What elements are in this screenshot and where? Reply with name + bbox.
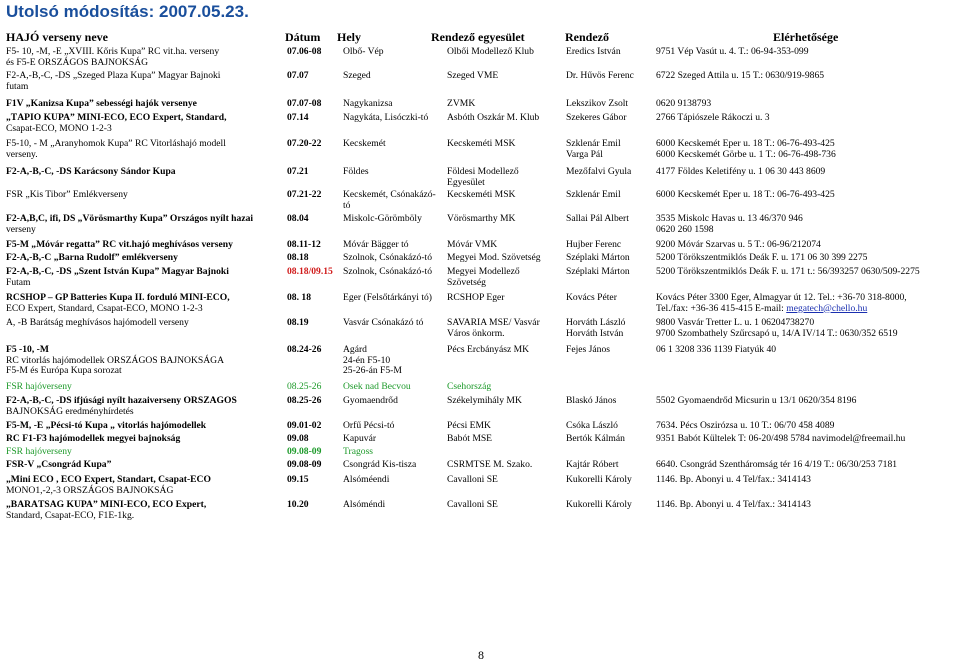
cell-line: Dr. Hűvös Ferenc (566, 71, 634, 81)
cell-club (447, 167, 547, 188)
cell-line: 06 1 3208 336 1139 Fiatyúk 40 (656, 345, 777, 355)
cell-line: Ölbői Modellező Klub (447, 47, 534, 57)
cell-line: Tel./fax: +36-36 415-415 E-mail: megatech@chello.hu (656, 302, 868, 314)
cell-line: Horváth István (566, 327, 624, 339)
cell-line: Pécs Ércbányász MK (447, 345, 530, 355)
cell-line: 9700 Szombathely Szűrcsapó u, 14/A IV/14 T.: 0630/352 6519 (656, 327, 898, 339)
cell-venue (343, 240, 448, 251)
cell-club (447, 421, 547, 432)
cell-club (447, 139, 547, 150)
cell-line: Lekszikov Zsolt (566, 99, 629, 109)
cell-line: Cavalloni SE (447, 500, 498, 510)
cell-line: BAJNOKSÁG eredményhírdetés (6, 405, 134, 417)
cell-line: Mezőfalvi Gyula (566, 167, 632, 177)
cell-event (6, 240, 282, 251)
cell-line: Kajtár Róbert (566, 460, 619, 470)
cell-line: 10.20 (287, 500, 309, 510)
cell-venue (343, 267, 448, 278)
cell-line: 6000 Kecskemét Eper u. 18 T.: 06-76-493-425 (656, 190, 835, 200)
cell-date (287, 382, 340, 393)
cell-club (447, 500, 547, 511)
cell-line: 08.18 (287, 253, 309, 263)
cell-line: Alsóméndi (343, 500, 386, 510)
cell-line: 09.08 (287, 434, 309, 444)
cell-club (447, 71, 547, 82)
cell-line: Szekeres Gábor (566, 113, 627, 123)
cell-line: F2-A,-B,-C „Barna Rudolf” emlékverseny (6, 253, 178, 263)
cell-line: Futam (6, 276, 31, 288)
page-title: Utolsó módosítás: 2007.05.23. (6, 2, 249, 21)
cell-event (6, 71, 282, 92)
cell-venue (343, 382, 448, 393)
cell-event (6, 345, 282, 377)
cell-line: 6000 Kecskemét Eper u. 18 T.: 06-76-493-425 (656, 139, 835, 149)
cell-organizer (566, 318, 661, 339)
cell-line: ZVMK (447, 99, 476, 109)
cell-line: Vasvár Csónakázó tó (343, 318, 424, 328)
cell-date (287, 139, 340, 150)
cell-line: 25-26-án F5-M (343, 365, 402, 377)
cell-contact (656, 421, 959, 432)
cell-date (287, 293, 340, 304)
cell-line: Kovács Péter 3300 Eger, Almagyar út 12. Tel.: +36-70 318-8000, (656, 293, 907, 303)
cell-line: Orfű Pécsi-tó (343, 421, 395, 431)
cell-line: 07.07 (287, 71, 309, 81)
cell-date (287, 345, 340, 356)
cell-venue (343, 293, 448, 304)
cell-organizer (566, 434, 661, 445)
cell-line: verseny (6, 223, 36, 235)
cell-venue (343, 47, 448, 58)
cell-line: 0620 9138793 (656, 99, 712, 109)
cell-line: Ölbő- Vép (343, 47, 384, 57)
cell-contact (656, 240, 959, 251)
cell-organizer (566, 267, 661, 278)
cell-line: 07.21-22 (287, 190, 322, 200)
cell-line: Szeged (343, 71, 371, 81)
cell-line: F5-M, -E „Pécsi-tó Kupa „ vitorlás hajómodellek (6, 421, 207, 431)
cell-line: verseny. (6, 148, 38, 160)
cell-line: 07.06-08 (287, 47, 322, 57)
cell-organizer (566, 396, 661, 407)
cell-line: 4177 Földes Keletifény u. 1 06 30 443 8609 (656, 167, 826, 177)
cell-club (447, 253, 547, 264)
cell-line: 6722 Szeged Attila u. 15 T.: 0630/919-9865 (656, 71, 825, 81)
cell-line: Csapat-ECO, MONO 1-2-3 (6, 122, 112, 134)
cell-club (447, 240, 547, 251)
header-venue: Hely (337, 30, 361, 44)
cell-contact (656, 167, 959, 178)
cell-venue (343, 253, 448, 264)
cell-line: Földes (343, 167, 369, 177)
cell-line: FSR „Kis Tibor” Emlékverseny (6, 190, 128, 200)
cell-club (447, 460, 547, 471)
cell-line: Csehország (447, 382, 492, 392)
cell-line: Székelymihály MK (447, 396, 522, 406)
cell-line: 08.11-12 (287, 240, 321, 250)
cell-contact (656, 500, 959, 511)
cell-line: 07.21 (287, 167, 309, 177)
cell-organizer (566, 240, 661, 251)
cell-line: 08.18/09.15 (287, 267, 333, 277)
cell-line: 07.07-08 (287, 99, 322, 109)
cell-club (447, 382, 547, 393)
header-contact: Elérhetősége (773, 30, 839, 44)
cell-event (6, 267, 282, 288)
cell-line: F5-M és Európa Kupa sorozat (6, 365, 122, 377)
cell-contact (656, 113, 959, 124)
cell-club (447, 99, 547, 110)
cell-organizer (566, 47, 661, 58)
cell-line: Standard, Csapat-ECO, F1E-1kg. (6, 509, 135, 521)
cell-line: F2-A,B,C, ifi, DS „Vörösmarthy Kupa” Országos nyílt hazai (6, 214, 254, 224)
cell-event (6, 190, 282, 201)
cell-line: Pécsi ÉMK (447, 421, 491, 431)
cell-line: Szklenár Emil (566, 190, 621, 200)
cell-line: Csóka László (566, 421, 618, 431)
cell-venue (343, 113, 448, 124)
cell-contact (656, 460, 959, 471)
cell-organizer (566, 293, 661, 304)
cell-club (447, 345, 547, 356)
cell-line: Sallai Pál Albert (566, 214, 629, 224)
cell-date (287, 253, 340, 264)
cell-line: 1146. Bp. Abonyi u. 4 Tel/fax.: 3414143 (656, 500, 811, 510)
cell-line: A, -B Barátság meghívásos hajómodell verseny (6, 318, 189, 328)
cell-line: Széplaki Márton (566, 267, 630, 277)
cell-event (6, 382, 282, 393)
cell-line: Szklenár Emil (566, 139, 621, 149)
cell-line: 6000 Kecskemét Görbe u. 1 T.: 06-76-498-736 (656, 148, 836, 160)
cell-venue (343, 421, 448, 432)
cell-line: SAVARIA MSE/ Vasvár (447, 318, 540, 328)
cell-event (6, 214, 282, 235)
cell-event (6, 460, 282, 471)
email-link[interactable]: megatech@chello.hu (786, 302, 868, 314)
cell-date (287, 434, 340, 445)
header-club: Rendező egyesület (431, 30, 525, 44)
cell-organizer (566, 71, 661, 82)
cell-venue (343, 139, 448, 150)
header-event: HAJÓ verseny neve (6, 30, 108, 44)
cell-organizer (566, 139, 661, 160)
cell-contact (656, 47, 959, 58)
cell-line: 08.25-26 (287, 382, 322, 392)
cell-venue (343, 460, 448, 471)
cell-venue (343, 500, 448, 511)
cell-date (287, 47, 340, 58)
cell-event (6, 139, 282, 160)
cell-line: Móvár VMK (447, 240, 498, 250)
cell-club (447, 267, 547, 288)
cell-line: Fejes János (566, 345, 610, 355)
cell-date (287, 318, 340, 329)
cell-contact (656, 434, 959, 445)
cell-line: 08. 18 (287, 293, 311, 303)
cell-event (6, 113, 282, 134)
cell-line: 3535 Miskolc Havas u. 13 46/370 946 (656, 214, 803, 224)
cell-date (287, 421, 340, 432)
cell-line: 09.08-09 (287, 460, 322, 470)
cell-club (447, 293, 547, 304)
cell-line: Hujber Ferenc (566, 240, 622, 250)
cell-line: RC F1-F3 hajómodellek megyei bajnokság (6, 434, 181, 444)
cell-line: tó (343, 199, 351, 211)
cell-date (287, 99, 340, 110)
cell-contact (656, 71, 959, 82)
cell-line: Kukorelli Károly (566, 475, 632, 485)
cell-line: Egyesület (447, 176, 485, 188)
cell-line: Tragoss (343, 447, 374, 457)
cell-date (287, 460, 340, 471)
cell-venue (343, 167, 448, 178)
cell-line: Szolnok, Csónakázó-tó (343, 267, 432, 277)
cell-contact (656, 293, 959, 314)
cell-venue (343, 318, 448, 329)
cell-club (447, 47, 547, 58)
cell-line: Földesi Modellező (447, 167, 519, 177)
cell-line: Horváth László (566, 318, 626, 328)
header-date: Dátum (285, 30, 321, 44)
cell-line: Kecskeméti MSK (447, 139, 516, 149)
cell-line: Varga Pál (566, 148, 603, 160)
cell-event (6, 421, 282, 432)
cell-organizer (566, 475, 661, 486)
cell-line: Kukorelli Károly (566, 500, 632, 510)
cell-line: Csongrád Kis-tisza (343, 460, 417, 470)
cell-event (6, 253, 282, 264)
cell-line: Széplaki Márton (566, 253, 630, 263)
cell-contact (656, 214, 959, 235)
cell-date (287, 500, 340, 511)
cell-organizer (566, 253, 661, 264)
cell-line: Kapuvár (343, 434, 377, 444)
cell-line: ECO Expert, Standard, Csapat-ECO, MONO 1-2-3 (6, 302, 203, 314)
cell-date (287, 113, 340, 124)
cell-event (6, 47, 282, 68)
cell-line: Osek nad Becvou (343, 382, 411, 392)
cell-line: RCSHOP Eger (447, 293, 505, 303)
cell-line: Alsóméendi (343, 475, 390, 485)
cell-line: 07.20-22 (287, 139, 322, 149)
header-organizer: Rendező (565, 30, 609, 44)
cell-line: F5 -10, -M (6, 345, 49, 355)
cell-contact (656, 396, 959, 407)
cell-line: Szeged VME (447, 71, 499, 81)
cell-line: „BARÁTSÁG KUPA” MINI-ECO, ECO Expert, (6, 500, 207, 510)
cell-line: Szövetség (447, 276, 486, 288)
cell-line: 08.24-26 (287, 345, 322, 355)
cell-line: 0620 260 1598 (656, 223, 714, 235)
cell-line: 7634. Pécs Őszirózsa u. 10 T.: 06/70 458 4089 (656, 421, 835, 431)
cell-venue (343, 214, 448, 225)
cell-line: Blaskó János (566, 396, 617, 406)
cell-line: 9351 Babót Kültelek T: 06-20/498 5784 navimodel@freemail.hu (656, 434, 906, 444)
cell-organizer (566, 113, 661, 124)
cell-line: F5-10, - M „Aranyhomok Kupa” RC Vitorláshajó modell (6, 139, 226, 149)
cell-event (6, 318, 282, 329)
cell-line: Szolnok, Csónakázó-tó (343, 253, 432, 263)
cell-line: Város önkorm. (447, 327, 505, 339)
cell-line: futam (6, 80, 29, 92)
cell-line: Gyomaendrőd (343, 396, 398, 406)
cell-line: 5502 Gyomaendrőd Micsurin u 13/1 0620/354 8196 (656, 396, 857, 406)
cell-line: 9751 Vép Vasút u. 4. T.: 06-94-353-099 (656, 47, 809, 57)
cell-line: 2766 Tápiószele Rákoczi u. 3 (656, 113, 770, 123)
cell-line: „TÁPIÓ KUPA” MINI-ECO, ECO Expert, Standard, (6, 113, 227, 123)
cell-line: Babót MSE (447, 434, 493, 444)
cell-organizer (566, 500, 661, 511)
cell-date (287, 396, 340, 407)
cell-organizer (566, 460, 661, 471)
cell-line: 09.08-09 (287, 447, 322, 457)
cell-event (6, 293, 282, 314)
cell-line: Móvár Bägger tó (343, 240, 409, 250)
cell-contact (656, 318, 959, 339)
cell-line: Agárd (343, 345, 367, 355)
cell-club (447, 113, 547, 124)
cell-line: Nagykanizsa (343, 99, 393, 109)
cell-line: Vörösmarthy MK (447, 214, 516, 224)
cell-date (287, 447, 340, 458)
cell-date (287, 190, 340, 201)
cell-line: 24-én F5-10 (343, 354, 391, 366)
cell-line: Nagykáta, Lisóczki-tó (343, 113, 429, 123)
cell-event (6, 500, 282, 521)
cell-date (287, 240, 340, 251)
cell-event (6, 434, 282, 445)
cell-date (287, 475, 340, 486)
cell-line: 5200 Törökszentmiklós Deák F. u. 171 t.: 56/393257 0630/509-2275 (656, 267, 920, 277)
cell-organizer (566, 214, 661, 225)
cell-venue (343, 447, 448, 458)
cell-line: F5-M „Móvár regatta” RC vit.hajó meghívásos verseny (6, 240, 233, 250)
cell-line: F2-A,-B,-C, -DS „Szent István Kupa” Magyar Bajnoki (6, 267, 229, 277)
cell-date (287, 71, 340, 82)
cell-line: Asbóth Oszkár M. Klub (447, 113, 540, 123)
cell-line: „Mini ECO , ECO Expert, Standart, Csapat-ECO (6, 475, 211, 485)
cell-line: RC vitorlás hajómodellek ORSZÁGOS BAJNOKSÁGA (6, 354, 224, 366)
cell-line: FSR-V „Csongrád Kupa” (6, 460, 112, 470)
cell-club (447, 318, 547, 339)
cell-contact (656, 475, 959, 486)
cell-line: 08.04 (287, 214, 309, 224)
cell-event (6, 99, 282, 110)
cell-line: Miskolc-Görömböly (343, 214, 422, 224)
cell-line: 9200 Móvár Szarvas u. 5 T.: 06-96/212074 (656, 240, 821, 250)
cell-line: FSR hajóverseny (6, 447, 72, 457)
cell-event (6, 167, 282, 178)
cell-event (6, 396, 282, 417)
cell-event (6, 475, 282, 496)
page-number: 8 (478, 648, 484, 662)
cell-line: Kovács Péter (566, 293, 617, 303)
cell-line: 6640. Csongrád Szentháromság tér 16 4/19 T.: 06/30/253 7181 (656, 460, 898, 470)
cell-line: CSRMTSE M. Szako. (447, 460, 533, 470)
cell-line: RCSHOP – GP Batteries Kupa II. forduló MINI-ECO, (6, 293, 230, 303)
cell-venue (343, 434, 448, 445)
cell-line: F2-A,-B,-C, -DS ifjúsági nyílt hazaiverseny ORSZÁGOS (6, 396, 237, 406)
cell-venue (343, 99, 448, 110)
cell-club (447, 434, 547, 445)
cell-line: 08.19 (287, 318, 309, 328)
cell-date (287, 267, 340, 278)
cell-line: F2-A,-B,-C, -DS „Szeged Plaza Kupa” Magyar Bajnoki (6, 71, 221, 81)
cell-contact (656, 99, 959, 110)
cell-venue (343, 71, 448, 82)
cell-line: Eredics István (566, 47, 621, 57)
cell-contact (656, 253, 959, 264)
cell-line: Cavalloni SE (447, 475, 498, 485)
cell-line: 09.01-02 (287, 421, 322, 431)
cell-contact (656, 190, 959, 201)
cell-line: F5- 10, -M, -E „XVIII. Kőris Kupa” RC vit.ha. verseny (6, 47, 220, 57)
cell-line: 9800 Vasvár Tretter L. u. 1 06204738270 (656, 318, 815, 328)
cell-club (447, 214, 547, 225)
cell-line: 1146. Bp. Abonyi u. 4 Tel/fax.: 3414143 (656, 475, 811, 485)
cell-line: 5200 Törökszentmiklós Deák F. u. 171 06 30 399 2275 (656, 253, 868, 263)
cell-line: Megyei Mod. Szövetség (447, 253, 541, 263)
cell-venue (343, 475, 448, 486)
cell-line: 07.14 (287, 113, 309, 123)
cell-line: F1V „Kanizsa Kupa” sebességi hajók versenye (6, 99, 197, 109)
cell-event (6, 447, 282, 458)
cell-organizer (566, 99, 661, 110)
cell-line: F2-A,-B,-C, -DS Karácsony Sándor Kupa (6, 167, 176, 177)
cell-organizer (566, 190, 661, 201)
cell-organizer (566, 167, 661, 178)
cell-line: FSR hajóverseny (6, 382, 72, 392)
cell-organizer (566, 421, 661, 432)
cell-club (447, 475, 547, 486)
cell-line: és F5-E ORSZÁGOS BAJNOKSÁG (6, 56, 149, 68)
cell-line: Kecskeméti MSK (447, 190, 516, 200)
cell-date (287, 167, 340, 178)
cell-line: 08.25-26 (287, 396, 322, 406)
cell-contact (656, 345, 959, 356)
cell-contact (656, 139, 959, 160)
cell-line: Megyei Modellező (447, 267, 520, 277)
cell-organizer (566, 345, 661, 356)
cell-venue (343, 396, 448, 407)
cell-line: Kecskemét (343, 139, 386, 149)
cell-club (447, 396, 547, 407)
cell-line: Bertók Kálmán (566, 434, 625, 444)
cell-line: 09.15 (287, 475, 309, 485)
cell-venue (343, 345, 448, 377)
cell-line: Eger (Felsőtárkányi tó) (343, 293, 432, 303)
cell-line: MONO1,-2,-3 ORSZÁGOS BAJNOKSÁG (6, 484, 174, 496)
cell-date (287, 214, 340, 225)
cell-line: Kecskemét, Csónakázó- (343, 190, 436, 200)
cell-venue (343, 190, 448, 211)
cell-club (447, 190, 547, 201)
cell-contact (656, 267, 959, 278)
